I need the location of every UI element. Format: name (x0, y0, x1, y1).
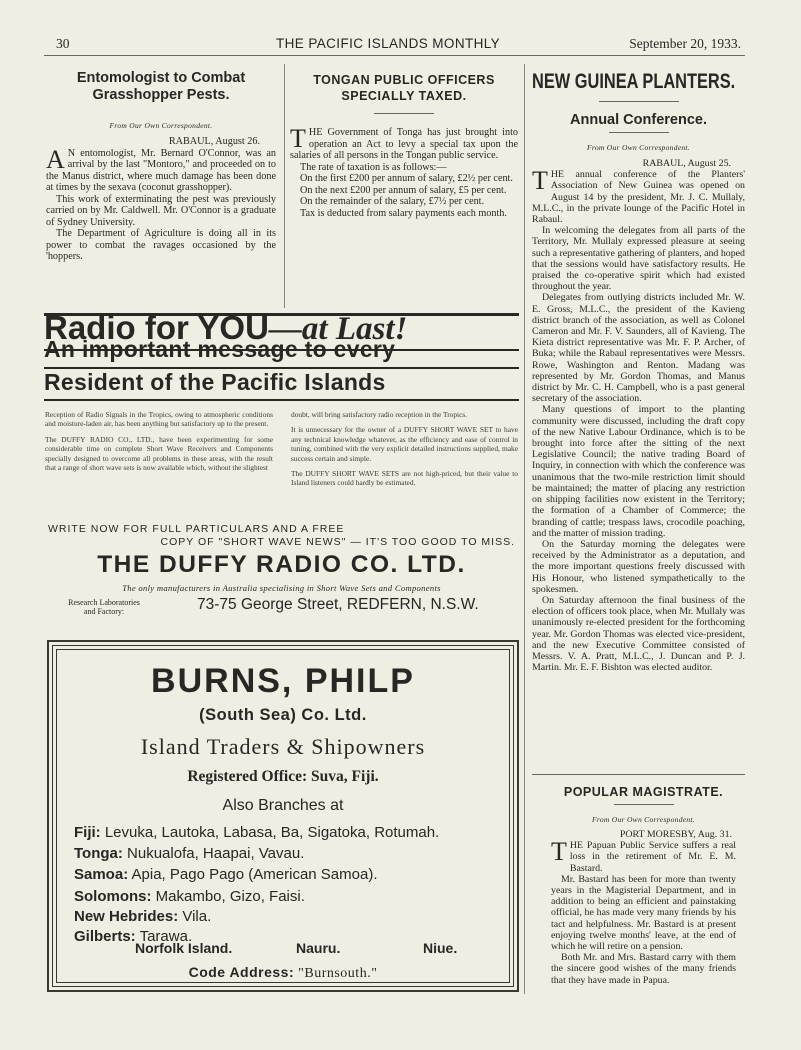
correspondent-line: From Our Own Correspondent. (109, 121, 213, 130)
title-rule (614, 804, 674, 805)
article-body: RABAUL, August 25. THE annual conference of the Planters' Association of New Guinea was opened on August 14 by the president, Mr. J. C. Mullaly, M.L.C., in the private lounge of the Pacific Hotel in Rabaul. In welcoming the delegates from all parts of the Territory, Mr. Mullaly expressed pleasure at seeing such a representative gathering of planters, and hoped that the sessions would have satisfactory results. He praised the co-operative spirit which had existed throughout the year. Delegates from outlying districts included Mr. W. E. Gross, M.L.C., the president of the Kavieng district branch of the association, as well as Colonel Cameron and Mr. F. V. Saunders, all of Kavieng. The Kieta district representative was Mr. F. P. Archer, of Buka; while the Rabaul representatives were Messrs. Rowe, Washington and Renton. Madang was represented by Mr. Gordon Thomas, and Manus district by Mr. C. H. Campbell, who is a past general secretary of the association. Many questions of import to the planting community were discussed, including the draft copy of the new Native Labour Ordinance, which is to be brought into force after the sitting of the next Legislative Council; the native trading Board of Inquiry, in connection with which the conference was unanimous that the two-mile restriction limit should be maintained; the matter of placing any restriction on shipping facilities now existent in the Territory; the formation of a Chamber of Commerce; the branding of cattle; trespass laws, crocodile poaching, and the matter of mission trading. On the Saturday morning the delegates were received by the Administrator as a deputation, and the more important questions freely discussed with His Honour, who listened sympathetically to the spokesmen. On Saturday afternoon the final business of the election of officers took place, when Mr. Mullaly was unanimously re-elected president for the forthcoming year. Mr. Gordon Thomas was elected vice-president, and the new Executive Committee consisted of Messrs. V. A. Pratt, M.L.C., J. Duncan and P. J. Martin. Mr. E. F. Bishton was elected auditor. (532, 158, 745, 674)
article-tongan (290, 72, 518, 219)
ad-body-right: doubt, will bring satisfactory radio reception in the Tropics. It is unnecessary for the owner of a DUFFY SHORT WAVE SET to have any technical knowledge whatever, as the efficiency and ease of control in tuning, combined with the very explicit detailed instructions supplied, make success certain and simple. The DUFFY SHORT WAVE SETS are not high-priced, but their value to Island listeners could hardly be estimated. (291, 410, 518, 488)
burns-philp-advertisement (47, 640, 519, 992)
article-body: THE Government of Tonga has just brought into operation an Act to levy a special tax upon the salaries of all persons in the Tongan public service. The rate of taxation is as follows:— On the first £200 per annum of salary, £2½ per cent. On the next £200 per annum of salary, £5 per cent. On the remainder of the salary, £7½ per cent. Tax is deducted from salary payments each month. (290, 124, 518, 219)
drop-cap: T (290, 124, 306, 153)
page-header (56, 36, 741, 56)
ad-company-name: THE DUFFY RADIO CO. LTD. (97, 551, 466, 578)
title-rule (609, 132, 669, 133)
branches-heading: Also Branches at (222, 797, 344, 814)
branch-row: Samoa: Apia, Pago Pago (American Samoa). (74, 866, 378, 883)
branch-row: Tonga: Nukualofa, Haapai, Vavau. (74, 845, 305, 862)
ad-subheadline: An important message to every (44, 336, 396, 362)
article-title: Entomologist to Combat Grasshopper Pests. (76, 70, 246, 103)
ad-call-to-action: WRITE NOW FOR FULL PARTICULARS AND A FREE (48, 523, 345, 535)
ad-call-to-action: COPY OF "SHORT WAVE NEWS" — IT'S TOO GOOD TO MISS. (160, 536, 515, 548)
drop-cap: T (532, 166, 548, 196)
correspondent-line: From Our Own Correspondent. (592, 815, 695, 824)
ad-body-left: Reception of Radio Signals in the Tropics, owing to atmospheric conditions and moisture-laden air, has been anything but satisfactory up to the present. The DUFFY RADIO CO., LTD., have been experimenting for some considerable time on complete Short Wave Receivers and Components specially designed to overcome all problems in these areas, with the result that a range of short wave sets is now available which, without the slightest (45, 410, 273, 473)
drop-cap: A (46, 144, 65, 174)
article-body: PORT MORESBY, Aug. 31. THE Papuan Public Service suffers a real loss in the retirement of Mr. E. M. Bastard. Mr. Bastard has been for more than twenty years in the Magisterial Department, and in addition to being an efficient and painstaking official, he has made very many friends by his tact and helpfulness. Mr. Bastard is at present enjoying twelve months' leave, at the end of which he will retire on a pension. Both Mr. and Mrs. Bastard carry with them the sincere good wishes of the many friends that they have made in Papua. (551, 829, 736, 986)
header-rule (44, 55, 745, 56)
dateline: RABAUL, August 26. (168, 136, 260, 147)
article-headline: NEW GUINEA PLANTERS. (532, 70, 736, 93)
ad-headline: Radio for YOU—at Last! (44, 309, 408, 347)
article-new-guinea-planters (532, 70, 745, 673)
article-entomologist (46, 70, 276, 263)
company-tagline: Island Traders & Shipowners (140, 734, 426, 759)
ad-lab-label: Research Laboratories and Factory: (68, 598, 140, 616)
correspondent-line: From Our Own Correspondent. (587, 143, 690, 152)
branch-other: Norfolk Island. (135, 940, 233, 956)
ad-tagline: The only manufacturers in Australia specialising in Short Wave Sets and Components (122, 583, 441, 593)
title-rule (374, 113, 434, 114)
article-popular-magistrate (551, 785, 736, 986)
title-rule (599, 101, 679, 102)
drop-cap: T (551, 837, 567, 867)
dateline: RABAUL, August 25. (642, 158, 731, 169)
ad-address: 73-75 George Street, REDFERN, N.S.W. (197, 596, 479, 613)
column-rule (284, 64, 285, 308)
masthead: THE PACIFIC ISLANDS MONTHLY (276, 36, 501, 51)
branch-row: Solomons: Makambo, Gizo, Faisi. (74, 888, 305, 905)
ad-subheadline: Resident of the Pacific Islands (44, 369, 386, 395)
branch-other: Niue. (423, 940, 458, 956)
article-body: RABAUL, August 26. A N entomologist, Mr. Bernard O'Connor, was an arrival by the last "Montoro," and proceeded on to the Manus district, where much damage has been done at times by the sexava (coconut grasshopper). This work of exterminating the pest was previously carried on by Mr. Caldwell. Mr. O'Connor is a graduate of Sydney University. The Department of Agriculture is doing all in its power to combat the ravages occasioned by the 'hoppers. (46, 136, 276, 262)
issue-date: September 20, 1933. (629, 36, 741, 51)
branch-other: Nauru. (296, 940, 341, 956)
article-subhead: Annual Conference. (570, 112, 707, 128)
duffy-radio-advertisement (44, 309, 519, 626)
article-headline: POPULAR MAGISTRATE. (563, 785, 724, 799)
column-rule (524, 64, 525, 994)
branch-row: New Hebrides: Vila. (74, 908, 212, 925)
branch-row: Fiji: Levuka, Lautoka, Labasa, Ba, Sigatoka, Rotumah. (74, 824, 440, 841)
code-address: Code Address: "Burnsouth." (188, 964, 378, 981)
dateline: PORT MORESBY, Aug. 31. (619, 829, 732, 840)
section-rule (532, 774, 745, 775)
company-subname: (South Sea) Co. Ltd. (199, 706, 367, 724)
registered-office: Registered Office: Suva, Fiji. (187, 768, 379, 785)
article-title: TONGAN PUBLIC OFFICERS SPECIALLY TAXED. (313, 73, 495, 103)
page-number: 30 (56, 36, 70, 51)
ad-rule (44, 399, 519, 401)
branch-row: Gilberts: Tarawa. (74, 928, 193, 945)
company-name: BURNS, PHILP (151, 662, 415, 700)
